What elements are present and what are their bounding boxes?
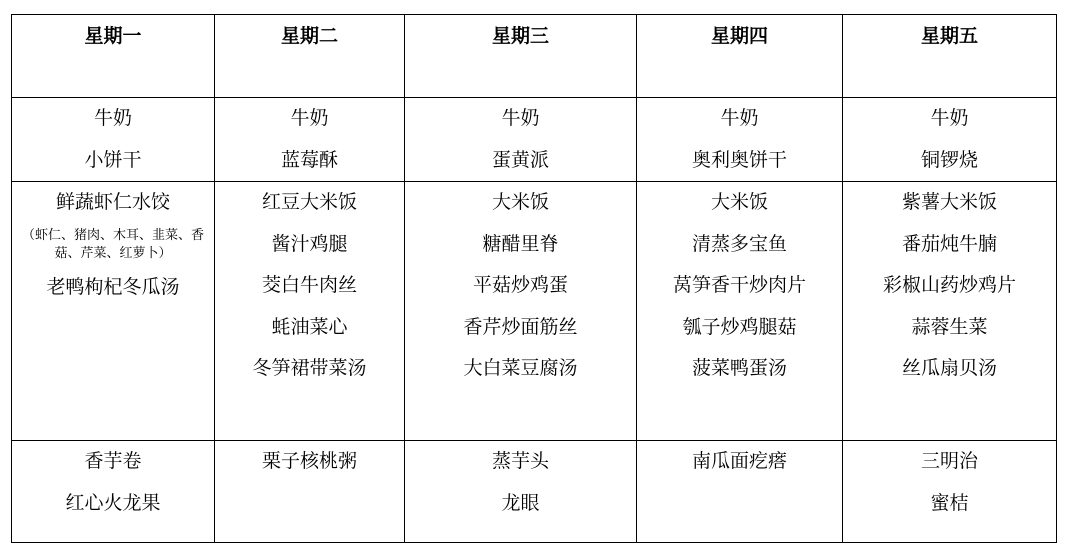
menu-item: 栗子核桃粥 xyxy=(261,450,357,472)
menu-item: 香芋卷 xyxy=(84,450,142,472)
day-header-tuesday: 星期二 xyxy=(215,15,405,98)
menu-item: 牛奶 xyxy=(720,107,759,129)
menu-item: 蜜桔 xyxy=(930,491,969,514)
menu-item: 香芹炒面筋丝 xyxy=(463,315,578,338)
menu-item: 三明治 xyxy=(920,450,978,472)
menu-item: 南瓜面疙瘩 xyxy=(691,450,787,472)
lunch-row xyxy=(12,182,1057,441)
menu-item: 冬笋裙带菜汤 xyxy=(252,357,367,379)
menu-item: 龙眼 xyxy=(501,491,540,514)
menu-item: 牛奶 xyxy=(93,107,132,129)
menu-item: 菠菜鸭蛋汤 xyxy=(691,357,787,379)
menu-item: 清蒸多宝鱼 xyxy=(691,232,787,255)
menu-item: 奥利奥饼干 xyxy=(691,148,787,171)
menu-item: 鲜蔬虾仁水饺 xyxy=(55,191,170,213)
lunch-cell-friday xyxy=(843,182,1057,441)
menu-item: 瓠子炒鸡腿菇 xyxy=(682,315,797,338)
menu-item: 大米饭 xyxy=(491,191,549,213)
menu-item: 红豆大米饭 xyxy=(261,191,357,213)
snack-row xyxy=(12,441,1057,543)
day-header-friday: 星期五 xyxy=(843,15,1057,98)
lunch-cell-monday xyxy=(12,182,215,441)
day-header-thursday: 星期四 xyxy=(637,15,843,98)
menu-item: 老鸭枸杞冬瓜汤 xyxy=(46,275,180,298)
menu-item: 小饼干 xyxy=(84,148,142,171)
breakfast-row xyxy=(12,98,1057,182)
menu-item: 蚝油菜心 xyxy=(271,315,348,338)
weekly-menu-table xyxy=(11,14,1057,543)
snack-cell-wednesday xyxy=(405,441,637,543)
breakfast-cell-thursday xyxy=(637,98,843,182)
ingredient-note: （虾仁、猪肉、木耳、韭菜、香菇、芹菜、红萝卜） xyxy=(21,227,204,261)
menu-item: 蓝莓酥 xyxy=(280,148,338,171)
menu-item: 紫薯大米饭 xyxy=(901,191,997,213)
snack-cell-thursday xyxy=(637,441,843,543)
breakfast-cell-wednesday xyxy=(405,98,637,182)
breakfast-cell-tuesday xyxy=(215,98,405,182)
lunch-cell-thursday xyxy=(637,182,843,441)
menu-item: 红心火龙果 xyxy=(65,491,161,514)
menu-item: 彩椒山药炒鸡片 xyxy=(882,274,1016,296)
menu-item: 牛奶 xyxy=(290,107,329,129)
snack-cell-friday xyxy=(843,441,1057,543)
menu-item: 蛋黄派 xyxy=(491,148,549,171)
menu-item: 牛奶 xyxy=(930,107,969,129)
menu-item: 蒸芋头 xyxy=(491,450,549,472)
header-row xyxy=(12,15,1057,98)
menu-item: 莴笋香干炒肉片 xyxy=(672,274,806,296)
lunch-cell-wednesday xyxy=(405,182,637,441)
menu-item: 牛奶 xyxy=(501,107,540,129)
menu-item: 茭白牛肉丝 xyxy=(261,274,357,296)
day-header-wednesday: 星期三 xyxy=(405,15,637,98)
breakfast-cell-friday xyxy=(843,98,1057,182)
menu-item: 番茄炖牛腩 xyxy=(901,232,997,255)
menu-item: 大米饭 xyxy=(710,191,768,213)
day-header-monday: 星期一 xyxy=(12,15,215,98)
menu-item: 蒜蓉生菜 xyxy=(911,315,988,338)
breakfast-cell-monday xyxy=(12,98,215,182)
menu-item: 大白菜豆腐汤 xyxy=(463,357,578,379)
menu-item: 酱汁鸡腿 xyxy=(271,232,348,255)
snack-cell-monday xyxy=(12,441,215,543)
menu-item: 糖醋里脊 xyxy=(482,232,559,255)
snack-cell-tuesday xyxy=(215,441,405,543)
menu-item: 丝瓜扇贝汤 xyxy=(901,357,997,379)
lunch-cell-tuesday xyxy=(215,182,405,441)
menu-item: 铜锣烧 xyxy=(920,148,978,171)
menu-item: 平菇炒鸡蛋 xyxy=(472,274,568,296)
